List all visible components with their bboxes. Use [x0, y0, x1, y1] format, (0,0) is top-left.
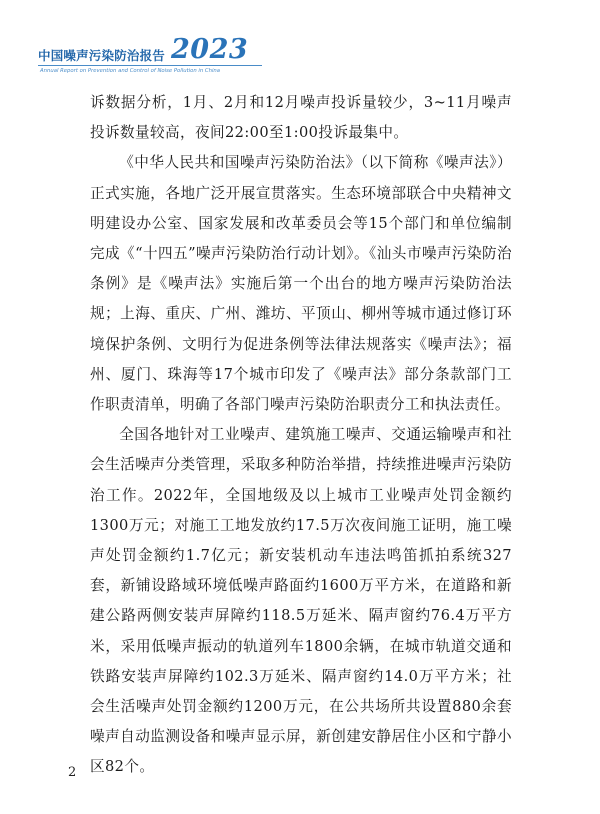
paragraph-complaint-continuation: 诉数据分析，1月、2月和12月噪声投诉量较少，3~11月噪声投诉数量较高，夜间22:00至1:00投诉最集中。 [90, 94, 512, 142]
header-divider [38, 65, 262, 66]
paragraph-noise-law: 《中华人民共和国噪声污染防治法》（以下简称《噪声法》）正式实施，各地广泛开展宣贯落实。生态环境部联合中央精神文明建设办公室、国家发展和改革委员会等15个部门和单位编制完成《“十四五”噪声污染防治行动计划》。《汕头市噪声污染防治条例》是《噪声法》实施后第一个出台的地方噪声污染防治法规；上海、重庆、广州、潍坊、平顶山、柳州等城市通过修订环境保护条例、文明行为促进条例等法律法规落实《噪声法》；福州、厦门、珠海等17个城市印发了《噪声法》部分条款部门工作职责清单，明确了各部门噪声污染防治职责分工和执法责任。 [90, 154, 512, 414]
main-text [90, 88, 512, 783]
report-year: 2023 [171, 34, 249, 65]
report-header [38, 34, 298, 80]
paragraph-control-measures: 全国各地针对工业噪声、建筑施工噪声、交通运输噪声和社会生活噪声分类管理，采取多种防治举措，持续推进噪声污染防治工作。2022年，全国地级及以上城市工业噪声处罚金额约1300万元；对施工工地发放约17.5万次夜间施工证明，施工噪声处罚金额约1.7亿元；新安装机动车违法鸣笛抓拍系统327套，新铺设路域环境低噪声路面约1600万平方米，在道路和新建公路两侧安装声屏障约118.5万延米、隔声窗约76.4万平方米，采用低噪声振动的轨道列车1800余辆，在城市轨道交通和铁路安装声屏障约102.3万延米、隔声窗约14.0万平方米；社会生活噪声处罚金额约1200万元，在公共场所共设置880余套噪声自动监测设备和噪声显示屏，新创建安静居住小区和宁静小区82个。 [90, 426, 512, 776]
report-title: 中国噪声污染防治报告 [38, 48, 166, 63]
report-english-subtitle: Annual Report on Prevention and Control of Noise Pollution in China [40, 68, 221, 74]
page-number: 2 [68, 765, 77, 780]
